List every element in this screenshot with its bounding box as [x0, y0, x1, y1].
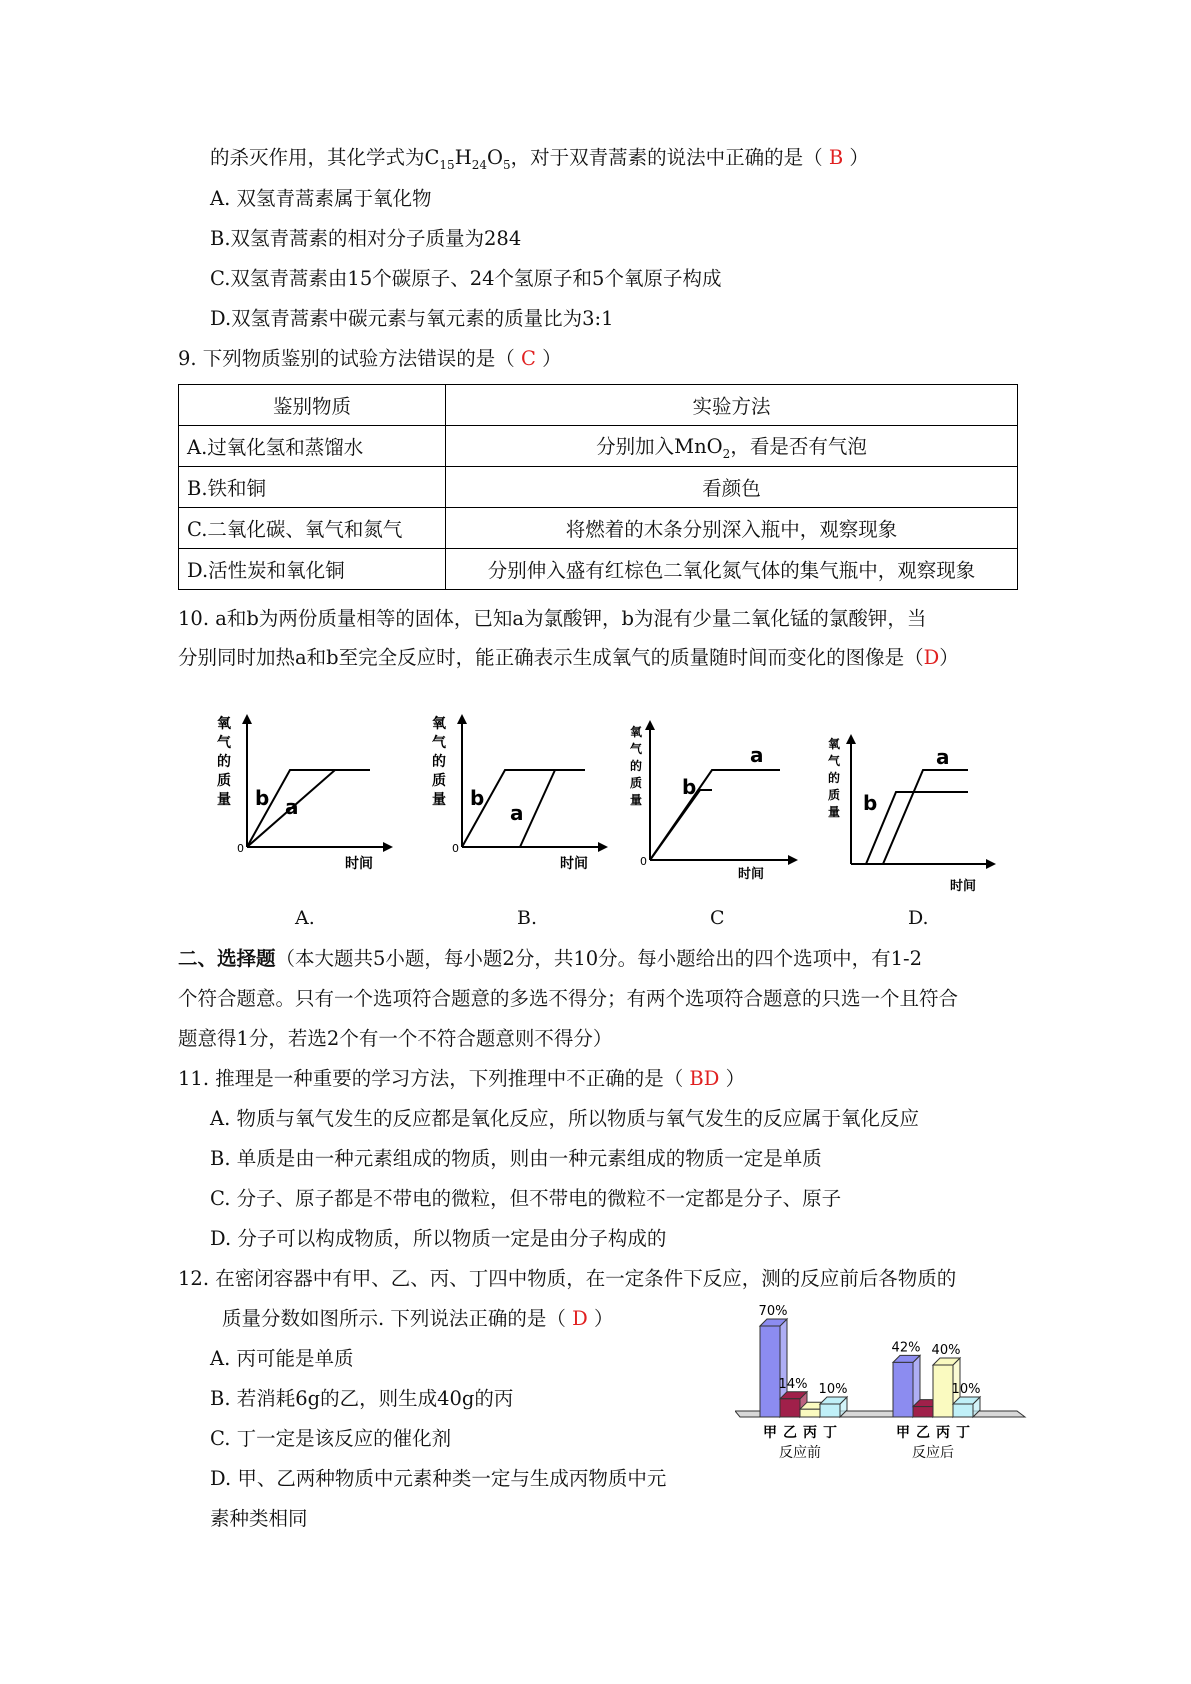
y-axis-arrow	[242, 714, 252, 724]
table-cell-method: 将燃着的木条分别深入瓶中，观察现象	[446, 508, 1018, 549]
q12-answer: D	[572, 1307, 588, 1330]
category-label: 丙	[803, 1425, 817, 1441]
category-label: 丁	[823, 1425, 837, 1441]
q11-option-d: D. 分子可以构成物质，所以物质一定是由分子构成的	[210, 1227, 667, 1250]
bar	[760, 1326, 780, 1417]
q12-option-c: C. 丁一定是该反应的催化剂	[210, 1427, 452, 1450]
method-subscript: 2	[722, 446, 731, 461]
q11-option-b: B. 单质是由一种元素组成的物质，则由一种元素组成的物质一定是单质	[210, 1147, 822, 1170]
table-header-row	[179, 385, 1018, 426]
q12-option-a: A. 丙可能是单质	[210, 1347, 354, 1370]
graph-b	[420, 712, 610, 887]
category-label: 丙	[936, 1425, 950, 1441]
y-label-char: 的	[432, 754, 446, 770]
graph-d	[818, 712, 1008, 897]
q12-option-d: D. 甲、乙两种物质中元素种类一定与生成丙物质中元	[210, 1467, 667, 1490]
q8-option-b: B.双氢青蒿素的相对分子质量为284	[210, 227, 522, 250]
bar	[800, 1409, 820, 1417]
q10-stem-line1: 10. a和b为两份质量相等的固体，已知a为氯酸钾，b为混有少量二氧化锰的氯酸钾，当	[178, 607, 927, 630]
section2-line2: 个符合题意。只有一个选项符合题意的多选不得分；有两个选项符合题意的只选一个且符合	[178, 987, 959, 1010]
table-header-substance: 鉴别物质	[179, 385, 446, 426]
q8-paren: ）	[849, 146, 869, 169]
y-label-char: 氧	[432, 716, 446, 732]
table-cell-substance: B.铁和铜	[179, 467, 446, 508]
graph-a	[205, 712, 395, 887]
label-a: a	[750, 743, 764, 767]
table-header-method: 实验方法	[446, 385, 1018, 426]
q12-option-b: B. 若消耗6g的乙，则生成40g的丙	[210, 1387, 514, 1410]
table-cell-substance: D.活性炭和氧化铜	[179, 549, 446, 590]
table-cell-method: 分别伸入盛有红棕色二氧化氮气体的集气瓶中，观察现象	[446, 549, 1018, 590]
q8-option-c: C.双氢青蒿素由15个碳原子、24个氢原子和5个氧原子构成	[210, 267, 722, 290]
q11-option-a: A. 物质与氧气发生的反应都是氧化反应，所以物质与氧气发生的反应属于氧化反应	[210, 1107, 919, 1130]
y-axis-arrow	[457, 714, 467, 724]
y-label-char: 质	[432, 773, 446, 789]
table-cell-method	[446, 426, 1018, 467]
y-label-char: 的	[217, 754, 231, 770]
q10-paren: ）	[939, 646, 959, 669]
label-b: b	[682, 775, 697, 799]
category-label: 甲	[763, 1425, 777, 1441]
y-label-char: 气	[217, 735, 231, 751]
table-cell-substance: C.二氧化碳、氧气和氮气	[179, 508, 446, 549]
x-axis-arrow	[598, 842, 608, 852]
y-label-char: 质	[828, 788, 841, 802]
bar	[780, 1399, 800, 1417]
section2-line3: 题意得1分，若选2个有一个不符合题意则不得分）	[178, 1027, 613, 1050]
bar	[913, 1407, 933, 1417]
q8-answer: B	[828, 146, 844, 169]
q11-stem-text: 11. 推理是一种重要的学习方法，下列推理中不正确的是（	[178, 1067, 684, 1090]
formula-subscript: 15	[439, 157, 455, 172]
q12-option-d-cont: 素种类相同	[210, 1507, 308, 1530]
q12-stem-line1: 12. 在密闭容器中有甲、乙、丙、丁四中物质，在一定条件下反应，测的反应前后各物质的	[178, 1267, 957, 1290]
bar	[893, 1362, 913, 1417]
section-intro: （本大题共5小题，每小题2分，共10分。每小题给出的四个选项中，有1-2	[275, 947, 923, 970]
bar	[953, 1404, 973, 1417]
y-label-char: 量	[828, 805, 841, 819]
formula-o: O	[487, 146, 503, 169]
section2-heading	[178, 947, 922, 971]
y-label-char: 氧	[828, 737, 841, 751]
y-label-char: 氧	[217, 716, 231, 732]
q12-stem-line2	[222, 1307, 613, 1331]
q8-stem-tail: ，对于双青蒿素的说法中正确的是（	[510, 146, 823, 169]
bar-value-label: 10%	[818, 1382, 848, 1397]
y-label-char: 的	[630, 759, 643, 773]
graph-c	[620, 712, 810, 887]
category-label: 丁	[956, 1425, 970, 1441]
table-cell-substance: A.过氧化氢和蒸馏水	[179, 426, 446, 467]
y-label-char: 气	[432, 735, 446, 751]
q9-paren: ）	[542, 347, 562, 370]
table-row	[179, 508, 1018, 549]
origin-label: 0	[452, 842, 459, 855]
bar	[933, 1365, 953, 1417]
table-row	[179, 467, 1018, 508]
bar-value-label: 42%	[891, 1340, 921, 1356]
label-a: a	[510, 801, 524, 825]
label-a: a	[936, 745, 950, 769]
q9-answer: C	[521, 347, 536, 370]
y-label-char: 质	[630, 776, 643, 790]
q8-option-a: A. 双氢青蒿素属于氧化物	[210, 187, 432, 210]
q10-stem-text: 分别同时加热a和b至完全反应时，能正确表示生成氧气的质量随时间而变化的图像是（	[178, 646, 924, 669]
q11-paren: ）	[725, 1067, 746, 1090]
label-b: b	[863, 791, 878, 815]
method-text: 分别加入MnO	[596, 435, 723, 459]
y-axis-arrow	[846, 734, 856, 744]
y-axis-arrow	[645, 720, 655, 730]
graph-caption-b: B.	[517, 907, 538, 929]
q8-stem-text: 的杀灭作用，其化学式为C	[210, 146, 440, 169]
q12-paren: ）	[593, 1307, 614, 1330]
table-row	[179, 549, 1018, 590]
bar-value-label: 70%	[758, 1304, 788, 1319]
x-axis-label: 时间	[738, 867, 765, 882]
label-b: b	[255, 786, 270, 810]
y-label-char: 量	[432, 792, 446, 808]
label-b: b	[470, 786, 485, 810]
graph-caption-c: C	[710, 907, 725, 929]
q8-option-d: D.双氢青蒿素中碳元素与氧元素的质量比为3:1	[210, 307, 614, 330]
y-label-char: 氧	[630, 725, 643, 739]
category-label: 乙	[916, 1425, 930, 1441]
category-label: 甲	[896, 1425, 910, 1441]
q10-answer: D	[923, 646, 940, 669]
bar-value-label: 14%	[778, 1376, 808, 1392]
x-axis-label: 时间	[560, 856, 588, 872]
origin-label: 0	[237, 842, 244, 855]
graph-caption-a: A.	[295, 907, 315, 929]
bar	[820, 1404, 840, 1417]
formula-subscript: 24	[471, 157, 487, 172]
y-label-char: 质	[217, 773, 231, 789]
curve-a	[650, 770, 780, 860]
method-text-tail: ，看是否有气泡	[730, 435, 867, 459]
origin-label: 0	[640, 855, 647, 868]
section-title: 二、选择题	[178, 947, 276, 970]
q11-option-c: C. 分子、原子都是不带电的微粒，但不带电的微粒不一定都是分子、原子	[210, 1187, 842, 1210]
y-label-char: 量	[217, 792, 231, 808]
y-label-char: 的	[828, 771, 841, 785]
y-label-char: 气	[630, 742, 643, 756]
x-axis-label: 时间	[950, 879, 977, 894]
x-axis-arrow	[986, 859, 996, 869]
x-axis-label: 时间	[345, 856, 373, 872]
bar-value-label: 40%	[931, 1343, 961, 1358]
q12-stem-text: 质量分数如图所示. 下列说法正确的是（	[222, 1307, 566, 1330]
bar-value-label: 10%	[951, 1382, 981, 1397]
curve-a	[520, 770, 555, 847]
curve-b	[866, 792, 968, 864]
curve-a	[883, 770, 968, 864]
table-row	[179, 426, 1018, 467]
formula-subscript: 5	[503, 157, 511, 172]
q9-stem	[178, 347, 562, 371]
group-label: 反应前	[779, 1445, 821, 1461]
q9-stem-text: 9. 下列物质鉴别的试验方法错误的是（	[178, 347, 515, 370]
x-axis-arrow	[788, 855, 798, 865]
y-label-char: 气	[828, 754, 841, 768]
category-label: 乙	[783, 1425, 797, 1441]
graph-caption-d: D.	[908, 907, 929, 929]
q12-bar-chart	[735, 1295, 1030, 1475]
q8-stem	[210, 146, 869, 177]
q9-table	[178, 384, 1018, 590]
curve-b	[650, 790, 712, 860]
y-label-char: 量	[630, 793, 643, 807]
label-a: a	[285, 795, 299, 819]
table-cell-method: 看颜色	[446, 467, 1018, 508]
q10-stem-line2	[178, 646, 959, 670]
q11-answer: BD	[689, 1067, 720, 1090]
group-label: 反应后	[912, 1445, 954, 1461]
q11-stem	[178, 1067, 745, 1091]
formula-h: H	[454, 146, 472, 169]
x-axis-arrow	[383, 842, 393, 852]
